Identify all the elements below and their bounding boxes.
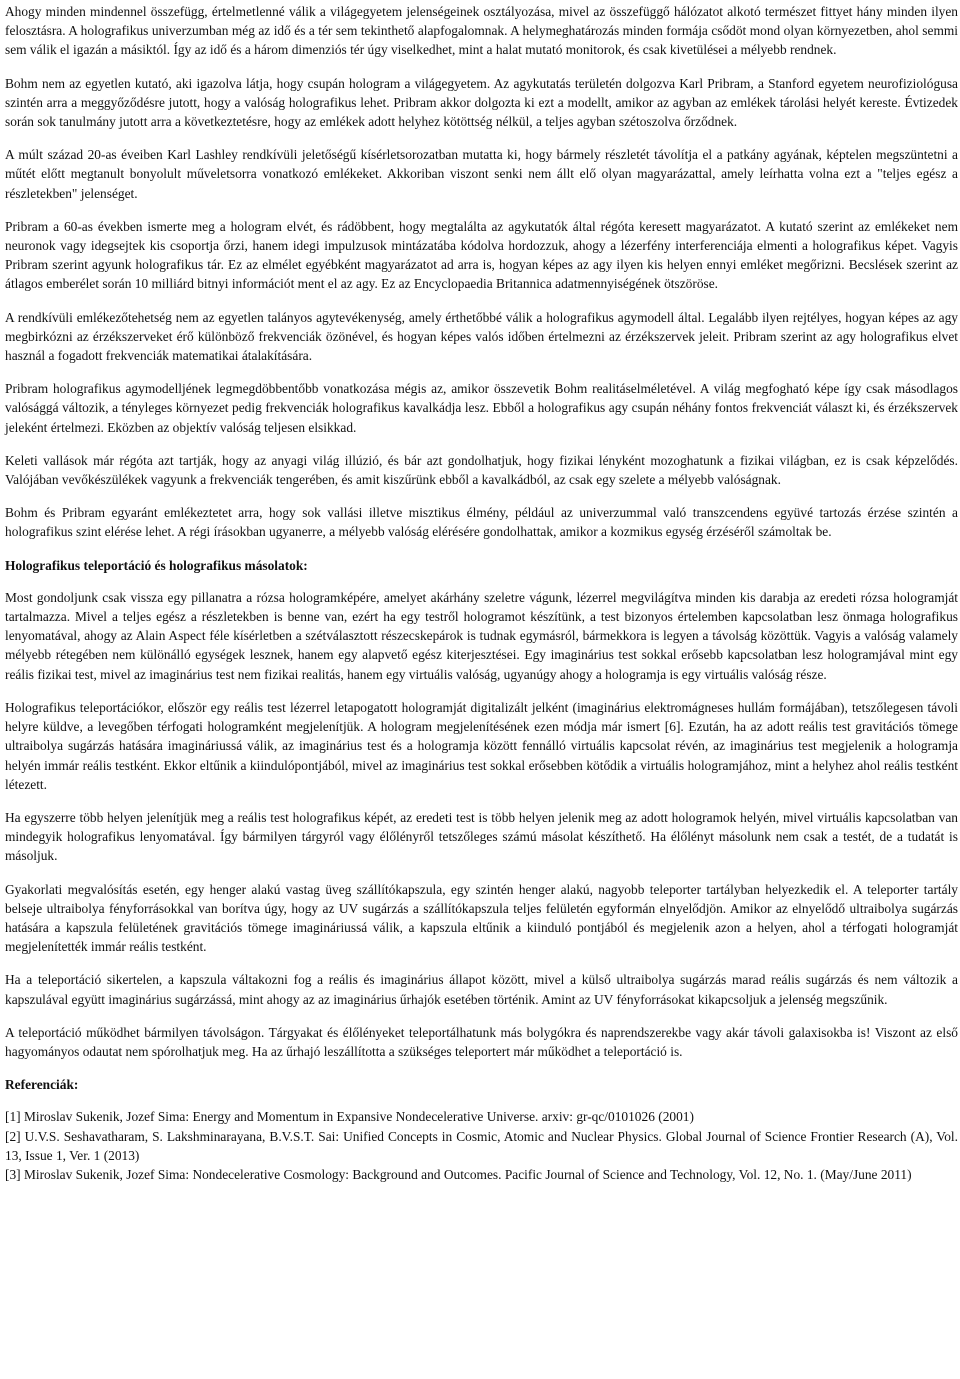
paragraph: Pribram a 60-as években ismerte meg a hologram elvét, és rádöbbent, hogy megtalálta az agykutatók által régóta keresett magyarázatot. A kutató szerint az emlékeket nem neuronok vagy idegsejtek kis csoportja őrzi, hanem idegi impulzusok mintázatába kódolva hordozzuk, ahogy a lézerfény interferenciája elmenti a holografikus képet. Vagyis Pribram szerint agyunk holografikus tár. Ez az elmélet egyébként magyarázatot ad arra is, hogyan képes az agy ilyen kis helyen ennyi emléket megőrizni. Becslések szerint az átlagos emberélet során 10 milliárd bitnyi információt ment el az agy. Ez az Encyclopaedia Britannica adatmennyiségének ötszöröse. — [5, 218, 958, 292]
paragraph: Bohm nem az egyetlen kutató, aki igazolva látja, hogy csupán hologram a világegyetem. Az agykutatás területén dolgozva Karl Pribram, a Stanford egyetem neurofiziológusa szintén arra a meggyőződésre jutott, hogy a valóság holografikus lehet. Pribram akkor dolgozta ki ezt a modellt, amikor az agyban az emlékek tárolási helyét kereste. Évtizedek során sok tanulmány jutott arra a következtetésre, hogy az emlékek adott helyhez kötöttség nélkül, a teljes agyban szétoszolva őrződnek. — [5, 75, 958, 130]
paragraph: A teleportáció működhet bármilyen távolságon. Tárgyakat és élőlényeket teleportálhatunk más bolygókra és naprendszerekbe vagy akár távoli galaxisokba is! Viszont az első hagyományos odautat nem spórolhatjuk meg. Ha az űrhajó leszállította a szükséges teleportert már működhet a teleportáció is. — [5, 1024, 958, 1059]
paragraph: A rendkívüli emlékezőtehetség nem az egyetlen talányos agytevékenység, amely érthetőbbé válik a holografikus agymodell által. Legalább ilyen rejtélyes, hogyan képes az agy megbirkózni az érzékszerveket érő különböző frekvenciák özönével, és hogyan képes valós időben értelmezni az érzékszervek jeleit. Pribram szerint az agy holografikus elvet használ a fogadott frekvenciák matematikai átalakítására. — [5, 309, 958, 364]
paragraph: Bohm és Pribram egyaránt emlékeztetet arra, hogy sok vallási illetve misztikus élmény, például az univerzummal való transzcendens együvé tartozás érzése szintén a holografikus szint elérése lehet. A régi írásokban ugyanerre, a mélyebb valóság elérésére gondolhattak, amikor a kozmikus egység érzéséről számoltak be. — [5, 505, 958, 540]
paragraph: Holografikus teleportációkor, először egy reális test lézerrel letapogatott hologramját digitalizált jelként (imaginárius elektromágneses hullám formájában), tetszőlegesen távoli helyre küldve, a levegőben térfogati hologramként megjelenítjük. A hologram megjelenítésének ezen módja már ismert [6]. Ezután, ha az adott reális test gravitációs tömege ultraibolya sugárzás hatására imagináriussá válik, az imaginárius test és a hologramja között fennálló virtuális kapcsolat révén, az imaginárius test megjelenik a hologramja helyén immár reális testként. Ekkor eltűnik a kiindulópontjából, mivel az imaginárius test sokkal erősebben kötődik a virtuális hologramjához, mint a helyhez ahol reális testként létezett. — [5, 699, 958, 792]
paragraph: Most gondoljunk csak vissza egy pillanatra a rózsa hologramképére, amelyet akárhány szeletre vágunk, lézerrel megvilágítva minden kis darabja az eredeti rózsa hologramját tartalmazza. Mivel a teljes egész a részletekben is benne van, ezért ha egy testről hologramot készítünk, a test bizonyos értelemben kapcsolatban lesz önmaga holografikus lenyomatával, ahogy az Alain Aspect féle kísérletben a szétválasztott részecskepárok is tudnak egymásról, bármekkora is legyen a távolság közöttük. Vagyis a valóság valamely mélyebb rétegében nem különálló egységek lesznek, hanem egy alapvető egész kiterjesztései. Egy imaginárius test sokkal erősebb kapcsolatban lesz hologramjával mint egy reális fizikai test, mivel az imaginárius test nem fizikai realitás, hanem egy virtuális valóság, ugyanúgy ahogy a hologramja is egy virtuális valóság része. — [5, 589, 958, 682]
reference-item: [3] Miroslav Sukenik, Jozef Sima: Nondecelerative Cosmology: Background and Outcomes. Pacific Journal of Science and Technology, Vol. 12, No. 1. (May/June 2011) — [5, 1166, 912, 1182]
section-heading: Holografikus teleportáció és holografikus másolatok: — [5, 557, 308, 573]
reference-item: [1] Miroslav Sukenik, Jozef Sima: Energy and Momentum in Expansive Nondecelerative Universe. arxiv: gr-qc/0101026 (2001) — [5, 1109, 694, 1125]
paragraph: Gyakorlati megvalósítás esetén, egy henger alakú vastag üveg szállítókapszula, egy szintén henger alakú, nagyobb teleporter tartályban helyezkedik el. A teleporter tartály belseje ultraibolya fényforrásokkal van borítva úgy, hogy az UV sugárzás a szállítókapszula teljes felületén egyformán elnyelődjön. Amikor az elnyelődő ultraibolya sugárzás hatására a kapszula felületének gravitációs tömege imagináriussá válik, a kapszula eltűnik a kiinduló pontjából és megjelenik azon a helyen, ahol a térfogati hologramját megjelenítették immár reális testként. — [5, 881, 958, 955]
paragraph: Ahogy minden mindennel összefügg, értelmetlenné válik a világegyetem jelenségeinek osztályozása, mivel az összefüggő hálózatot alkotó természet fittyet hány minden ilyen felosztásra. A holografikus univerzumban még az idő és a tér sem tekinthető alapfogalomnak. A helymeghatározás minden formája csődöt mond olyan környezetben, ahol semmi sem válik el igazán a másiktól. Így az idő és a három dimenziós tér úgy viselkedhet, mint a halat mutató monitorok, és csak kivetülései a mélyebb rendnek. — [5, 4, 958, 58]
reference-item: [2] U.V.S. Seshavatharam, S. Lakshminarayana, B.V.S.T. Sai: Unified Concepts in Cosmic, Atomic and Nuclear Physics. Global Journal of Science Frontier Research (A), Vol. 13, Issue 1, Ver. 1 (2013) — [5, 1128, 958, 1163]
paragraph: Ha egyszerre több helyen jelenítjük meg a reális test holografikus képét, az eredeti test is több helyen jelenik meg az adott hologramok helyén, mivel virtuális kapcsolatban van mindegyik holografikus lenyomatával. Így bármilyen tárgyról vagy élőlényről tetszőleges számú másolat készíthető. Ha élőlényt másolunk nem csak a testét, de a tudatát is másoljuk. — [5, 809, 958, 864]
paragraph: Pribram holografikus agymodelljének legmegdöbbentőbb vonatkozása mégis az, amikor összevetik Bohm realitáselméletével. A világ megfogható képe így csak másodlagos valósággá változik, a tényleges környezet pedig frekvenciák holografikus kavalkádja lesz. Ebből a holografikus agy csupán néhány fontos frekvenciát választ ki, és érzékszervek jeleként értelmezi. Eközben az objektív valóság teljesen elsikkad. — [5, 381, 958, 435]
paragraph: Ha a teleportáció sikertelen, a kapszula váltakozni fog a reális és imaginárius állapot között, mivel a külső ultraibolya sugárzás marad reális sugárzás és nem változik a kapszulával együtt imaginárius sugárzássá, mint ahogy az az imaginárius űrhajók esetében történik. Amint az UV fényforrásokat kikapcsoljuk a jelenség megszűnik. — [5, 972, 958, 1007]
paragraph: Keleti vallások már régóta azt tartják, hogy az anyagi világ illúzió, és bár azt gondolhatjuk, hogy fizikai lényként mozoghatunk a fizikai világban, ez is csak képzelődés. Valójában vevőkészülékek vagyunk a frekvenciák tengerében, és amit kiszűrünk ebből a kavalkádból, az csak egy szelete a mélyebb valóságnak. — [5, 452, 958, 488]
document-body — [5, 2, 958, 1184]
references-heading: Referenciák: — [5, 1077, 79, 1093]
paragraph: A múlt század 20-as éveiben Karl Lashley rendkívüli jeletőségű kísérletsorozatban mutatta ki, hogy bármely részletét távolítja el a patkány agyának, képtelen megszüntetni a műtét előtt megtanult bonyolult műveletsorra vonatkozó emlékeket. Akkoriban viszont senki nem állt elő olyan magyarázattal, amely leírhatta volna ezt a "teljes egész a részletekben" jelenséget. — [5, 147, 958, 201]
